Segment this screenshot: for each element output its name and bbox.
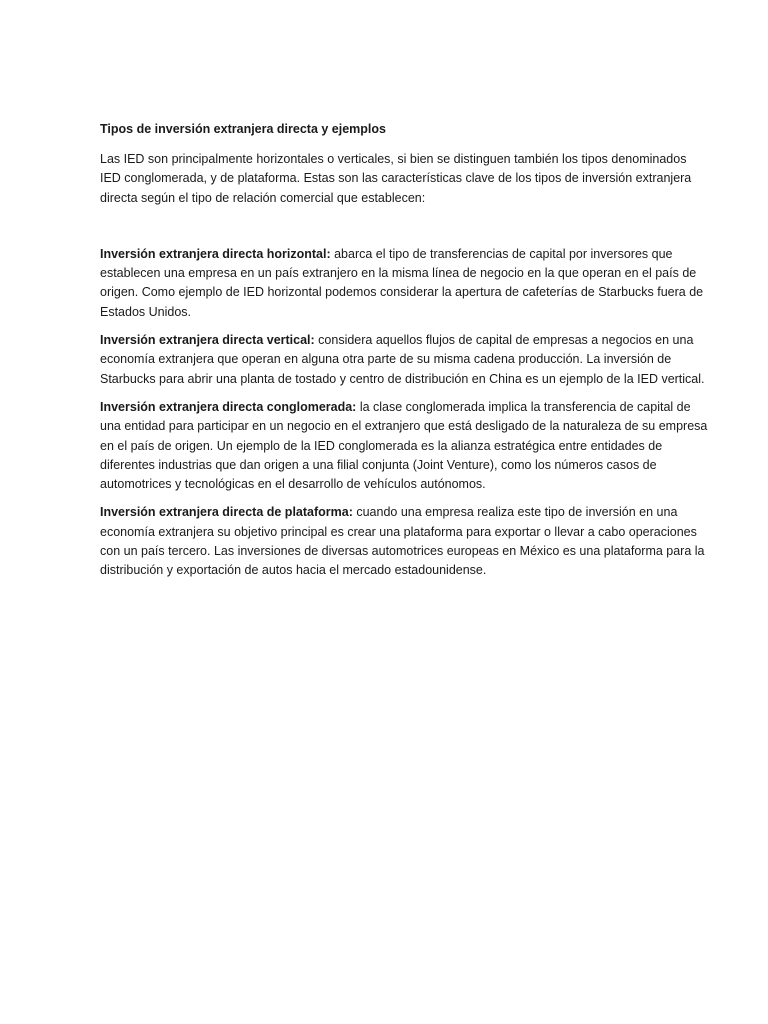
- document-title: Tipos de inversión extranjera directa y ejemplos: [100, 122, 386, 136]
- section-text: cuando una empresa realiza este tipo de inversión en una economía extranjera su objetivo principal es crear una plataforma para exportar o llevar a cabo operaciones con un país tercero. Las inversiones de diversas automotrices europeas en México es una plataforma para la distribución y exportación de autos hacia el mercado estadounidense.: [100, 505, 705, 578]
- section-lead: Inversión extranjera directa horizontal:: [100, 246, 331, 261]
- section-plataforma: [100, 503, 708, 580]
- section-lead: Inversión extranjera directa de plataforma:: [100, 505, 353, 520]
- section-text: la clase conglomerada implica la transferencia de capital de una entidad para participar en un negocio en el extranjero que está desligado de la naturaleza de su empresa en el país de origen. Un ejemplo de la IED conglomerada es la alianza estratégica entre entidades de diferentes industrias que dan origen a una filial conjunta (Joint Venture), como los números casos de automotrices y tecnológicas en el desarrollo de vehículos autónomos.: [100, 399, 708, 492]
- section-text: abarca el tipo de transferencias de capital por inversores que establecen una empresa en un país extranjero en la misma línea de negocio en la que operan en el país de origen. Como ejemplo de IED horizontal podemos considerar la apertura de cafeterías de Starbucks fuera de Estados Unidos.: [100, 246, 704, 319]
- section-conglomerada: [100, 398, 708, 494]
- section-horizontal: [100, 245, 708, 322]
- section-lead: Inversión extranjera directa conglomerada:: [100, 399, 357, 414]
- intro-paragraph: Las IED son principalmente horizontales o verticales, si bien se distinguen también los tipos denominados IED conglomerada, y de plataforma. Estas son las características clave de los tipos de inversión extranjera directa según el tipo de relación comercial que establecen:: [100, 152, 692, 205]
- section-lead: Inversión extranjera directa vertical:: [100, 333, 315, 348]
- section-text: considera aquellos flujos de capital de empresas a negocios en una economía extranjera que operan en alguna otra parte de su misma cadena producción. La inversión de Starbucks para abrir una planta de tostado y centro de distribución en China es un ejemplo de la IED vertical.: [100, 333, 705, 386]
- section-vertical: [100, 331, 708, 389]
